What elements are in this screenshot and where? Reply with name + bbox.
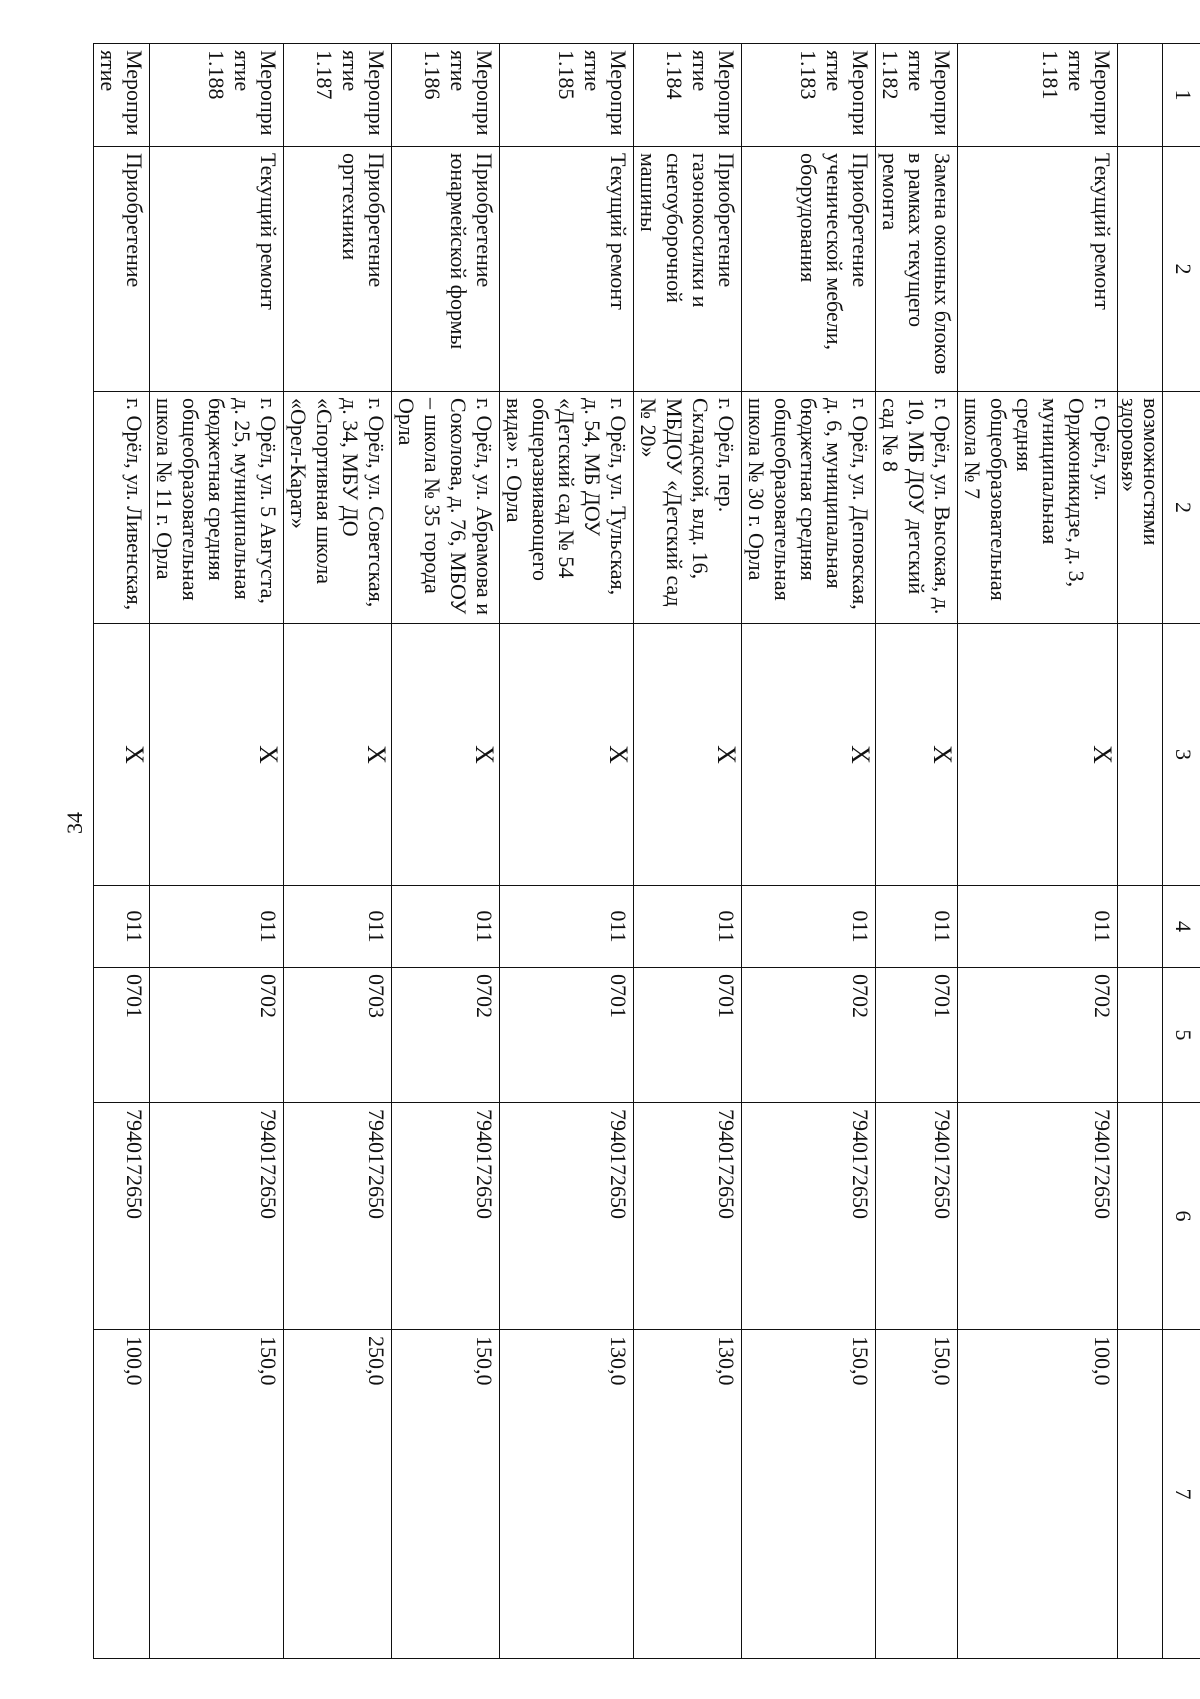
event-name: Текущий ремонт — [500, 147, 634, 392]
table-row — [876, 44, 958, 1659]
empty-cell — [1118, 624, 1163, 886]
header-row — [1163, 44, 1200, 1659]
code-section: 0701 — [876, 968, 958, 1103]
table-row — [958, 44, 1118, 1659]
event-id: Мероприятие 1.188 — [150, 44, 284, 147]
amount: 100,0 — [94, 1330, 150, 1659]
amount: 130,0 — [634, 1330, 742, 1659]
event-id: Мероприятие — [94, 44, 150, 147]
table-row — [634, 44, 742, 1659]
event-id: Мероприятие 1.181 — [958, 44, 1118, 147]
header-cell: 2 — [1163, 147, 1200, 392]
code-target: 7940172650 — [634, 1103, 742, 1330]
code-grbs: 011 — [634, 886, 742, 968]
table-row — [284, 44, 392, 1659]
col3-mark: X — [958, 624, 1118, 886]
amount: 150,0 — [150, 1330, 284, 1659]
event-address: г. Орёл, ул. Высокая, д. 10, МБ ДОУ детский сад № 8 — [876, 392, 958, 624]
event-id: Мероприятие 1.184 — [634, 44, 742, 147]
amount: 150,0 — [742, 1330, 876, 1659]
continuation-text: возможностями здоровья» — [1118, 392, 1163, 624]
event-address: г. Орёл, ул. Деповская, д. 6, муниципальная бюджетная средняя общеобразовательная школа № 30 г. Орла — [742, 392, 876, 624]
amount: 250,0 — [284, 1330, 392, 1659]
header-cell: 7 — [1163, 1330, 1200, 1659]
code-section: 0702 — [742, 968, 876, 1103]
table-row — [742, 44, 876, 1659]
amount: 150,0 — [392, 1330, 500, 1659]
code-section: 0701 — [94, 968, 150, 1103]
table-row — [392, 44, 500, 1659]
event-id: Мероприятие 1.182 — [876, 44, 958, 147]
event-name: Приобретение газонокосилки и снегоуборочной машины — [634, 147, 742, 392]
empty-cell — [1118, 44, 1163, 147]
amount: 150,0 — [876, 1330, 958, 1659]
page-number: 34 — [62, 812, 87, 834]
empty-cell — [1118, 147, 1163, 392]
code-section: 0701 — [500, 968, 634, 1103]
header-cell: 2 — [1163, 392, 1200, 624]
code-grbs: 011 — [500, 886, 634, 968]
event-address: г. Орёл, пер. Складской, влд. 16, МБДОУ «Детский сад № 20» — [634, 392, 742, 624]
event-id: Мероприятие 1.187 — [284, 44, 392, 147]
event-address: г. Орёл, ул. Тульская, д. 54, МБ ДОУ «Детский сад № 54 общеразвивающего вида» г. Орла — [500, 392, 634, 624]
event-name: Текущий ремонт — [958, 147, 1118, 392]
code-section: 0701 — [634, 968, 742, 1103]
code-section: 0702 — [392, 968, 500, 1103]
code-target: 7940172650 — [876, 1103, 958, 1330]
event-address: г. Орёл, ул. Советская, д. 34, МБУ ДО «Спортивная школа «Орел-Карат» — [284, 392, 392, 624]
col3-mark: X — [742, 624, 876, 886]
table-row — [94, 44, 150, 1659]
code-section: 0703 — [284, 968, 392, 1103]
code-section: 0702 — [958, 968, 1118, 1103]
empty-cell — [1118, 1103, 1163, 1330]
header-cell: 4 — [1163, 886, 1200, 968]
code-grbs: 011 — [284, 886, 392, 968]
event-name: Приобретение — [94, 147, 150, 392]
event-name: Приобретение оргтехники — [284, 147, 392, 392]
code-target: 7940172650 — [958, 1103, 1118, 1330]
event-name: Приобретение ученической мебели, оборудования — [742, 147, 876, 392]
header-cell: 5 — [1163, 968, 1200, 1103]
code-grbs: 011 — [876, 886, 958, 968]
col3-mark: X — [392, 624, 500, 886]
empty-cell — [1118, 968, 1163, 1103]
code-grbs: 011 — [150, 886, 284, 968]
header-cell: 3 — [1163, 624, 1200, 886]
continuation-row — [1118, 44, 1163, 1659]
rotated-table-area — [96, 43, 1200, 1658]
event-id: Мероприятие 1.183 — [742, 44, 876, 147]
event-name: Текущий ремонт — [150, 147, 284, 392]
code-grbs: 011 — [392, 886, 500, 968]
table-row — [150, 44, 284, 1659]
event-id: Мероприятие 1.185 — [500, 44, 634, 147]
code-target: 7940172650 — [150, 1103, 284, 1330]
code-section: 0702 — [150, 968, 284, 1103]
amount: 100,0 — [958, 1330, 1118, 1659]
code-target: 7940172650 — [742, 1103, 876, 1330]
table-row — [500, 44, 634, 1659]
code-target: 7940172650 — [284, 1103, 392, 1330]
event-name: Замена оконных блоков в рамках текущего ремонта — [876, 147, 958, 392]
event-address: г. Орёл, ул. Ливенская, — [94, 392, 150, 624]
event-address: г. Орёл, ул. Абрамова и Соколова, д. 76, МБОУ – школа № 35 города Орла — [392, 392, 500, 624]
event-address: г. Орёл, ул. Орджоникидзе, д. 3, муниципальная средняя общеобразовательная школа № 7 — [958, 392, 1118, 624]
col3-mark: X — [634, 624, 742, 886]
col3-mark: X — [150, 624, 284, 886]
code-target: 7940172650 — [94, 1103, 150, 1330]
col3-mark: X — [500, 624, 634, 886]
amount: 130,0 — [500, 1330, 634, 1659]
code-grbs: 011 — [94, 886, 150, 968]
empty-cell — [1118, 886, 1163, 968]
budget-table — [93, 43, 1200, 1659]
col3-mark: X — [876, 624, 958, 886]
event-id: Мероприятие 1.186 — [392, 44, 500, 147]
col3-mark: X — [284, 624, 392, 886]
header-cell: 1 — [1163, 44, 1200, 147]
col3-mark: X — [94, 624, 150, 886]
empty-cell — [1118, 1330, 1163, 1659]
code-target: 7940172650 — [392, 1103, 500, 1330]
code-target: 7940172650 — [500, 1103, 634, 1330]
table-wrapper — [96, 43, 1200, 1658]
event-name: Приобретение юнармейской формы — [392, 147, 500, 392]
code-grbs: 011 — [742, 886, 876, 968]
code-grbs: 011 — [958, 886, 1118, 968]
header-cell: 6 — [1163, 1103, 1200, 1330]
event-address: г. Орёл, ул. 5 Августа, д. 25, муниципальная бюджетная средняя общеобразовательная школа № 11 г. Орла — [150, 392, 284, 624]
